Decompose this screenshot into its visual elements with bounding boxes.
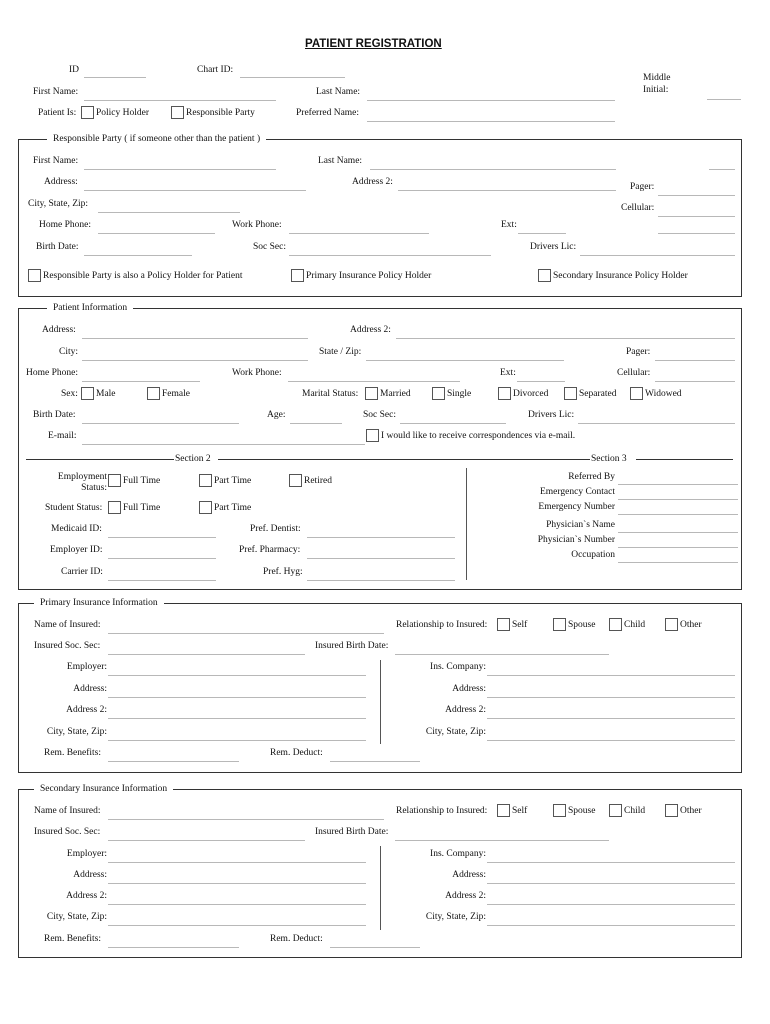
sec-name-of-insured-label: Name of Insured:: [34, 806, 101, 816]
rp-birth-date-label: Birth Date:: [36, 242, 79, 252]
pt-soc-sec-field[interactable]: [400, 423, 506, 424]
rp-address2-field[interactable]: [398, 190, 616, 191]
sec-child-checkbox[interactable]: [609, 804, 622, 817]
occupation-label: Occupation: [571, 550, 615, 560]
rp-last-name-field[interactable]: [370, 169, 616, 170]
pri-city-state-zip-label: City, State, Zip:: [46, 727, 107, 737]
stu-part-time-checkbox[interactable]: [199, 501, 212, 514]
sec-insured-birth-date-label: Insured Birth Date:: [315, 827, 389, 837]
pt-married-checkbox[interactable]: [365, 387, 378, 400]
pt-pager-field[interactable]: [655, 360, 735, 361]
rp-also-policy-holder-checkbox[interactable]: [28, 269, 41, 282]
rp-soc-sec-field[interactable]: [289, 255, 491, 256]
pri-rem-deduct-field[interactable]: [330, 761, 420, 762]
sec-rem-benefits-label: Rem. Benefits:: [44, 934, 101, 944]
rp-primary-holder-checkbox[interactable]: [291, 269, 304, 282]
sec-child-label: Child: [624, 806, 646, 816]
sec-insured-soc-sec-label: Insured Soc. Sec:: [34, 827, 101, 837]
pt-cellular-field[interactable]: [655, 381, 735, 382]
pri-company-address2-field[interactable]: [487, 718, 735, 719]
sec-other-checkbox[interactable]: [665, 804, 678, 817]
pref-dentist-field[interactable]: [307, 537, 455, 538]
pt-age-label: Age:: [267, 410, 286, 420]
sec-company-address2-field[interactable]: [487, 904, 735, 905]
pt-city-label: City:: [59, 347, 79, 357]
pt-home-phone-field[interactable]: [82, 381, 200, 382]
policy-holder-label: Policy Holder: [96, 108, 150, 118]
emp-full-time-checkbox[interactable]: [108, 474, 121, 487]
pri-other-checkbox[interactable]: [665, 618, 678, 631]
medicaid-id-label: Medicaid ID:: [51, 524, 102, 534]
pref-hyg-label: Pref. Hyg:: [263, 567, 303, 577]
carrier-id-field[interactable]: [108, 580, 216, 581]
pt-drivers-lic-label: Drivers Lic:: [528, 410, 575, 420]
pt-address-field[interactable]: [82, 338, 308, 339]
chart-id-field[interactable]: [240, 77, 345, 78]
pt-address-label: Address:: [42, 325, 76, 335]
pri-company-address-field[interactable]: [487, 697, 735, 698]
pri-company-city-state-zip-label: City, State, Zip:: [425, 727, 486, 737]
pri-insured-soc-sec-field[interactable]: [108, 654, 305, 655]
pt-separated-checkbox[interactable]: [564, 387, 577, 400]
primary-insurance-legend: Primary Insurance Information: [34, 598, 164, 608]
sec-insured-birth-date-field[interactable]: [395, 840, 609, 841]
last-name-field[interactable]: [367, 100, 615, 101]
pt-address2-field[interactable]: [396, 338, 735, 339]
pri-ins-company-label: Ins. Company:: [430, 662, 486, 672]
pt-state-zip-label: State / Zip:: [319, 347, 362, 357]
stu-full-time-label: Full Time: [123, 503, 161, 513]
sec-spouse-label: Spouse: [568, 806, 596, 816]
emergency-number-field[interactable]: [618, 514, 738, 515]
pt-ext-label: Ext:: [500, 368, 516, 378]
preferred-name-field[interactable]: [367, 121, 615, 122]
rp-secondary-holder-label: Secondary Insurance Policy Holder: [553, 271, 688, 281]
rp-city-state-zip-field[interactable]: [98, 212, 240, 213]
pt-marital-status-label: Marital Status:: [302, 389, 359, 399]
sec-address-field[interactable]: [108, 883, 366, 884]
pt-cellular-label: Cellular:: [617, 368, 651, 378]
pri-city-state-zip-field[interactable]: [108, 740, 366, 741]
pri-address2-label: Address 2:: [66, 705, 107, 715]
emp-part-time-label: Part Time: [214, 476, 252, 486]
sec-address-label: Address:: [73, 870, 107, 880]
referred-by-field[interactable]: [618, 484, 738, 485]
responsible-party-checkbox[interactable]: [171, 106, 184, 119]
occupation-field[interactable]: [618, 562, 738, 563]
section3-heading: Section 3: [591, 454, 627, 464]
pt-widowed-checkbox[interactable]: [630, 387, 643, 400]
id-field[interactable]: [84, 77, 146, 78]
emp-retired-label: Retired: [304, 476, 332, 486]
pri-child-checkbox[interactable]: [609, 618, 622, 631]
pri-insured-birth-date-field[interactable]: [395, 654, 609, 655]
patient-is-label: Patient Is:: [38, 108, 77, 118]
section2-rule-right: [218, 459, 590, 460]
policy-holder-checkbox[interactable]: [81, 106, 94, 119]
pref-pharmacy-label: Pref. Pharmacy:: [239, 545, 301, 555]
rp-secondary-holder-checkbox[interactable]: [538, 269, 551, 282]
pt-drivers-lic-field[interactable]: [578, 423, 735, 424]
rp-cellular-field-2[interactable]: [658, 233, 735, 234]
pt-divorced-label: Divorced: [513, 389, 549, 399]
pri-spouse-label: Spouse: [568, 620, 596, 630]
emergency-contact-field[interactable]: [618, 499, 738, 500]
pri-name-of-insured-label: Name of Insured:: [34, 620, 101, 630]
sec-address2-label: Address 2:: [66, 891, 107, 901]
sec-spouse-checkbox[interactable]: [553, 804, 566, 817]
pt-work-phone-label: Work Phone:: [232, 368, 282, 378]
pri-ins-company-field[interactable]: [487, 675, 735, 676]
rp-cellular-field[interactable]: [658, 216, 735, 217]
pt-sex-label: Sex:: [61, 389, 78, 399]
pt-home-phone-label: Home Phone:: [26, 368, 78, 378]
stu-full-time-checkbox[interactable]: [108, 501, 121, 514]
medicaid-id-field[interactable]: [108, 537, 216, 538]
emp-full-time-label: Full Time: [123, 476, 161, 486]
pt-email-field[interactable]: [82, 444, 365, 445]
rp-home-phone-field[interactable]: [98, 233, 215, 234]
pri-name-of-insured-field[interactable]: [108, 633, 384, 634]
first-name-label: First Name:: [33, 87, 79, 97]
pt-state-zip-field[interactable]: [366, 360, 564, 361]
emergency-number-label: Emergency Number: [538, 502, 615, 512]
rp-last-name-label: Last Name:: [318, 156, 363, 166]
pt-birth-date-label: Birth Date:: [33, 410, 76, 420]
pref-hyg-field[interactable]: [307, 580, 455, 581]
sec-column-divider: [380, 846, 381, 930]
sec-employer-field[interactable]: [108, 862, 366, 863]
rp-address2-label: Address 2:: [352, 177, 393, 187]
pri-insured-soc-sec-label: Insured Soc. Sec:: [34, 641, 101, 651]
responsible-party-legend: Responsible Party ( if someone other than the patient ): [47, 134, 266, 144]
rp-middle-initial-field[interactable]: [709, 169, 735, 170]
rp-soc-sec-label: Soc Sec:: [253, 242, 286, 252]
patient-information-legend: Patient Information: [47, 303, 133, 313]
employment-status-label: Employment Status:: [57, 472, 107, 493]
emp-retired-checkbox[interactable]: [289, 474, 302, 487]
pt-age-field[interactable]: [290, 423, 342, 424]
first-name-field[interactable]: [84, 100, 276, 101]
employer-id-field[interactable]: [108, 558, 216, 559]
secondary-insurance-legend: Secondary Insurance Information: [34, 784, 173, 794]
pt-female-label: Female: [162, 389, 190, 399]
employer-id-label: Employer ID:: [50, 545, 103, 555]
pri-company-address2-label: Address 2:: [445, 705, 486, 715]
rp-first-name-label: First Name:: [33, 156, 79, 166]
student-status-label: Student Status:: [45, 503, 103, 513]
referred-by-label: Referred By: [568, 472, 615, 482]
emp-part-time-checkbox[interactable]: [199, 474, 212, 487]
physicians-name-field[interactable]: [618, 532, 738, 533]
sec-ins-company-field[interactable]: [487, 862, 735, 863]
stu-part-time-label: Part Time: [214, 503, 252, 513]
rp-address-field[interactable]: [84, 190, 306, 191]
sec-city-state-zip-label: City, State, Zip:: [46, 912, 107, 922]
rp-drivers-lic-field[interactable]: [580, 255, 735, 256]
pt-soc-sec-label: Soc Sec:: [363, 410, 396, 420]
rp-pager-field[interactable]: [658, 195, 735, 196]
sec-company-address-label: Address:: [452, 870, 486, 880]
sec-rem-deduct-label: Rem. Deduct:: [270, 934, 323, 944]
rp-primary-holder-label: Primary Insurance Policy Holder: [306, 271, 432, 281]
rp-drivers-lic-label: Drivers Lic:: [530, 242, 577, 252]
sec-company-address-field[interactable]: [487, 883, 735, 884]
pri-employer-field[interactable]: [108, 675, 366, 676]
pt-married-label: Married: [380, 389, 411, 399]
rp-work-phone-field[interactable]: [289, 233, 429, 234]
sec-address2-field[interactable]: [108, 904, 366, 905]
pri-other-label: Other: [680, 620, 702, 630]
pt-male-label: Male: [96, 389, 116, 399]
pt-email-opt-checkbox[interactable]: [366, 429, 379, 442]
pri-spouse-checkbox[interactable]: [553, 618, 566, 631]
sec-rem-benefits-field[interactable]: [108, 947, 239, 948]
sec-other-label: Other: [680, 806, 702, 816]
pri-relationship-label: Relationship to Insured:: [396, 620, 488, 630]
sec-employer-label: Employer:: [66, 849, 107, 859]
pri-company-address-label: Address:: [452, 684, 486, 694]
sec-self-label: Self: [512, 806, 528, 816]
rp-cellular-label: Cellular:: [621, 203, 655, 213]
pri-column-divider: [380, 660, 381, 744]
pri-address-field[interactable]: [108, 697, 366, 698]
pri-address2-field[interactable]: [108, 718, 366, 719]
pt-birth-date-field[interactable]: [82, 423, 239, 424]
section3-rule-right: [636, 459, 733, 460]
physicians-number-label: Physician`s Number: [537, 535, 615, 545]
rp-address-label: Address:: [44, 177, 78, 187]
pref-pharmacy-field[interactable]: [307, 558, 455, 559]
pt-widowed-label: Widowed: [645, 389, 682, 399]
sec-self-checkbox[interactable]: [497, 804, 510, 817]
sec-company-city-state-zip-field[interactable]: [487, 925, 735, 926]
preferred-name-label: Preferred Name:: [296, 108, 360, 118]
rp-ext-label: Ext:: [501, 220, 517, 230]
pri-address-label: Address:: [73, 684, 107, 694]
emergency-contact-label: Emergency Contact: [539, 487, 615, 497]
pri-self-checkbox[interactable]: [497, 618, 510, 631]
chart-id-label: Chart ID:: [197, 65, 234, 75]
id-label: ID: [69, 65, 80, 75]
middle-initial-label: Middle Initial:: [643, 73, 671, 95]
pt-single-label: Single: [447, 389, 472, 399]
pri-child-label: Child: [624, 620, 646, 630]
pri-self-label: Self: [512, 620, 528, 630]
rp-first-name-field[interactable]: [84, 169, 276, 170]
responsible-party-label: Responsible Party: [186, 108, 255, 118]
pt-separated-label: Separated: [579, 389, 617, 399]
sec-insured-soc-sec-field[interactable]: [108, 840, 305, 841]
pt-city-field[interactable]: [82, 360, 308, 361]
sec-ins-company-label: Ins. Company:: [430, 849, 486, 859]
pri-insured-birth-date-label: Insured Birth Date:: [315, 641, 389, 651]
pri-rem-benefits-label: Rem. Benefits:: [44, 748, 101, 758]
rp-also-policy-holder-label: Responsible Party is also a Policy Holder for Patient: [43, 271, 243, 281]
pt-single-checkbox[interactable]: [432, 387, 445, 400]
section2-heading: Section 2: [175, 454, 211, 464]
rp-work-phone-label: Work Phone:: [232, 220, 282, 230]
pri-employer-label: Employer:: [66, 662, 107, 672]
rp-city-state-zip-label: City, State, Zip:: [28, 199, 89, 209]
last-name-label: Last Name:: [316, 87, 361, 97]
pt-divorced-checkbox[interactable]: [498, 387, 511, 400]
pri-rem-deduct-label: Rem. Deduct:: [270, 748, 323, 758]
pt-email-opt-label: I would like to receive correspondences via e-mail.: [381, 431, 576, 441]
sec-rem-deduct-field[interactable]: [330, 947, 420, 948]
sec-city-state-zip-field[interactable]: [108, 925, 366, 926]
rp-pager-label: Pager:: [630, 182, 655, 192]
sec-company-address2-label: Address 2:: [445, 891, 486, 901]
pt-address2-label: Address 2:: [350, 325, 391, 335]
rp-home-phone-label: Home Phone:: [39, 220, 91, 230]
sec-company-city-state-zip-label: City, State, Zip:: [425, 912, 486, 922]
section2-rule-left: [26, 459, 174, 460]
carrier-id-label: Carrier ID:: [61, 567, 103, 577]
section-divider: [466, 468, 467, 580]
physicians-number-field[interactable]: [618, 547, 738, 548]
pt-ext-field[interactable]: [517, 381, 565, 382]
rp-ext-field[interactable]: [518, 233, 566, 234]
sec-relationship-label: Relationship to Insured:: [396, 806, 488, 816]
physicians-name-label: Physician`s Name: [546, 520, 615, 530]
middle-initial-field[interactable]: [707, 99, 741, 100]
page-title: PATIENT REGISTRATION: [305, 38, 442, 50]
pt-male-checkbox[interactable]: [81, 387, 94, 400]
rp-birth-date-field[interactable]: [84, 255, 192, 256]
pri-company-city-state-zip-field[interactable]: [487, 740, 735, 741]
pri-rem-benefits-field[interactable]: [108, 761, 239, 762]
pt-email-label: E-mail:: [48, 431, 77, 441]
pref-dentist-label: Pref. Dentist:: [250, 524, 301, 534]
sec-name-of-insured-field[interactable]: [108, 819, 384, 820]
pt-female-checkbox[interactable]: [147, 387, 160, 400]
pt-work-phone-field[interactable]: [288, 381, 460, 382]
pt-pager-label: Pager:: [626, 347, 651, 357]
